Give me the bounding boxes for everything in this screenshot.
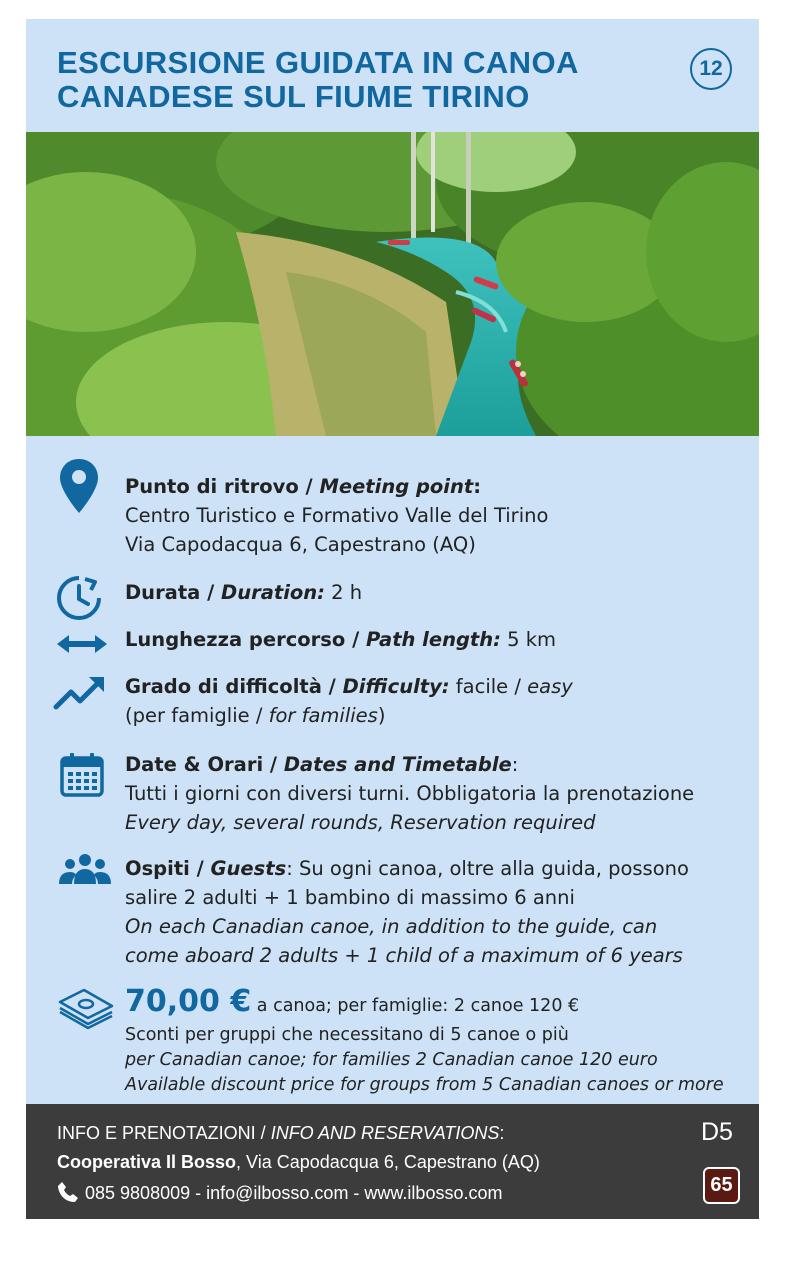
dates-line-en-wrap (125, 808, 694, 837)
price-detail-en: per Canadian canoe; for families 2 Canadian canoe 120 euro (125, 1050, 658, 1070)
title-line-1: ESCURSIONE GUIDATA IN CANOA (57, 45, 579, 80)
phone-icon (57, 1181, 79, 1203)
river-canoe-photo (26, 132, 759, 436)
footer-heading (57, 1123, 504, 1144)
calendar-icon (59, 752, 105, 798)
contact-details[interactable]: 085 9808009 - info@ilbosso.com - www.ilbosso.com (85, 1183, 503, 1203)
length-value: 5 km (500, 628, 557, 651)
footer-organization (57, 1152, 540, 1173)
map-grid-code: D5 (701, 1118, 733, 1146)
page-number-badge: 65 (703, 1167, 740, 1204)
guests-text-en-2: come aboard 2 adults + 1 child of a maximum of 6 years (125, 944, 683, 967)
dates-colon: : (511, 753, 519, 776)
price-amount: 70,00 € (125, 984, 252, 1019)
meeting-address: Via Capodacqua 6, Capestrano (AQ) (125, 533, 476, 556)
group-icon (58, 853, 112, 885)
dates-line-it: Tutti i giorni con diversi turni. Obbligatoria la prenotazione (125, 782, 695, 805)
dates-label-it: Date & Orari / (125, 753, 284, 776)
footer-heading-colon: : (499, 1123, 505, 1143)
guests-text-en-1-wrap (125, 912, 689, 941)
guests-text (125, 854, 689, 970)
dates-text (125, 750, 694, 837)
page-title (57, 46, 579, 114)
difficulty-label-en: Difficulty: (342, 675, 450, 698)
meeting-label-en: Meeting point (319, 475, 474, 498)
length-label-it: Lunghezza percorso / (125, 628, 366, 651)
price-text (125, 984, 724, 1098)
price-detail: a canoa; per famiglie: 2 canoe 120 € (251, 996, 580, 1016)
difficulty-note-en: for families (268, 704, 378, 727)
difficulty-note-close: ) (377, 704, 386, 727)
meeting-point-text (125, 472, 548, 559)
trend-up-icon (53, 673, 107, 711)
guests-text-en-2-wrap (125, 941, 689, 970)
footer-contacts (57, 1181, 502, 1204)
guests-text-en-1: On each Canadian canoe, in addition to the guide, can (125, 915, 658, 938)
duration-text (125, 578, 362, 607)
info-panel (26, 436, 759, 1104)
guests-text-it-1: : Su ogni canoa, oltre alla guida, possono (286, 857, 689, 880)
length-label-en: Path length: (365, 628, 501, 651)
meeting-point-heading (125, 472, 548, 501)
duration-value: 2 h (324, 581, 363, 604)
double-arrow-icon (55, 632, 109, 656)
guests-text-it-2: salire 2 adulti + 1 bambino di massimo 6 anni (125, 886, 575, 909)
card-header (26, 19, 759, 132)
path-length-text (125, 625, 556, 654)
meeting-label-it: Punto di ritrovo / (125, 475, 320, 498)
map-pin-icon (58, 457, 100, 515)
title-line-2: CANADESE SUL FIUME TIRINO (57, 79, 530, 114)
difficulty-note-it: (per famiglie / (125, 704, 269, 727)
guests-label-en: Guests (210, 857, 287, 880)
dates-label-en: Dates and Timetable (283, 753, 512, 776)
dates-line-en: Every day, several rounds, Reservation required (125, 811, 596, 834)
difficulty-text (125, 672, 573, 730)
excursion-number-badge: 12 (690, 48, 732, 90)
guests-label-it: Ospiti / (125, 857, 211, 880)
price-discount-it: Sconti per gruppi che necessitano di 5 canoe o più (125, 1025, 569, 1045)
clock-icon (55, 574, 103, 622)
reservation-footer (26, 1104, 759, 1219)
difficulty-value-en: easy (527, 675, 573, 698)
price-detail-en-wrap (125, 1048, 724, 1073)
photo-illustration (26, 132, 759, 436)
footer-heading-en: INFO AND RESERVATIONS (270, 1123, 500, 1143)
price-discount-en: Available discount price for groups from 5 Canadian canoes or more (125, 1075, 724, 1095)
organization-name: Cooperativa Il Bosso (57, 1152, 237, 1172)
duration-label-it: Durata / (125, 581, 222, 604)
meeting-colon: : (473, 475, 481, 498)
meeting-place: Centro Turistico e Formativo Valle del Tirino (125, 504, 549, 527)
duration-label-en: Duration: (221, 581, 325, 604)
difficulty-value-it: facile / (449, 675, 528, 698)
excursion-card (26, 19, 759, 1219)
organization-address: , Via Capodacqua 6, Capestrano (AQ) (236, 1152, 540, 1172)
difficulty-label-it: Grado di difficoltà / (125, 675, 343, 698)
price-discount-en-wrap (125, 1073, 724, 1098)
footer-heading-it: INFO E PRENOTAZIONI / (57, 1123, 271, 1143)
banknotes-icon (57, 986, 115, 1030)
